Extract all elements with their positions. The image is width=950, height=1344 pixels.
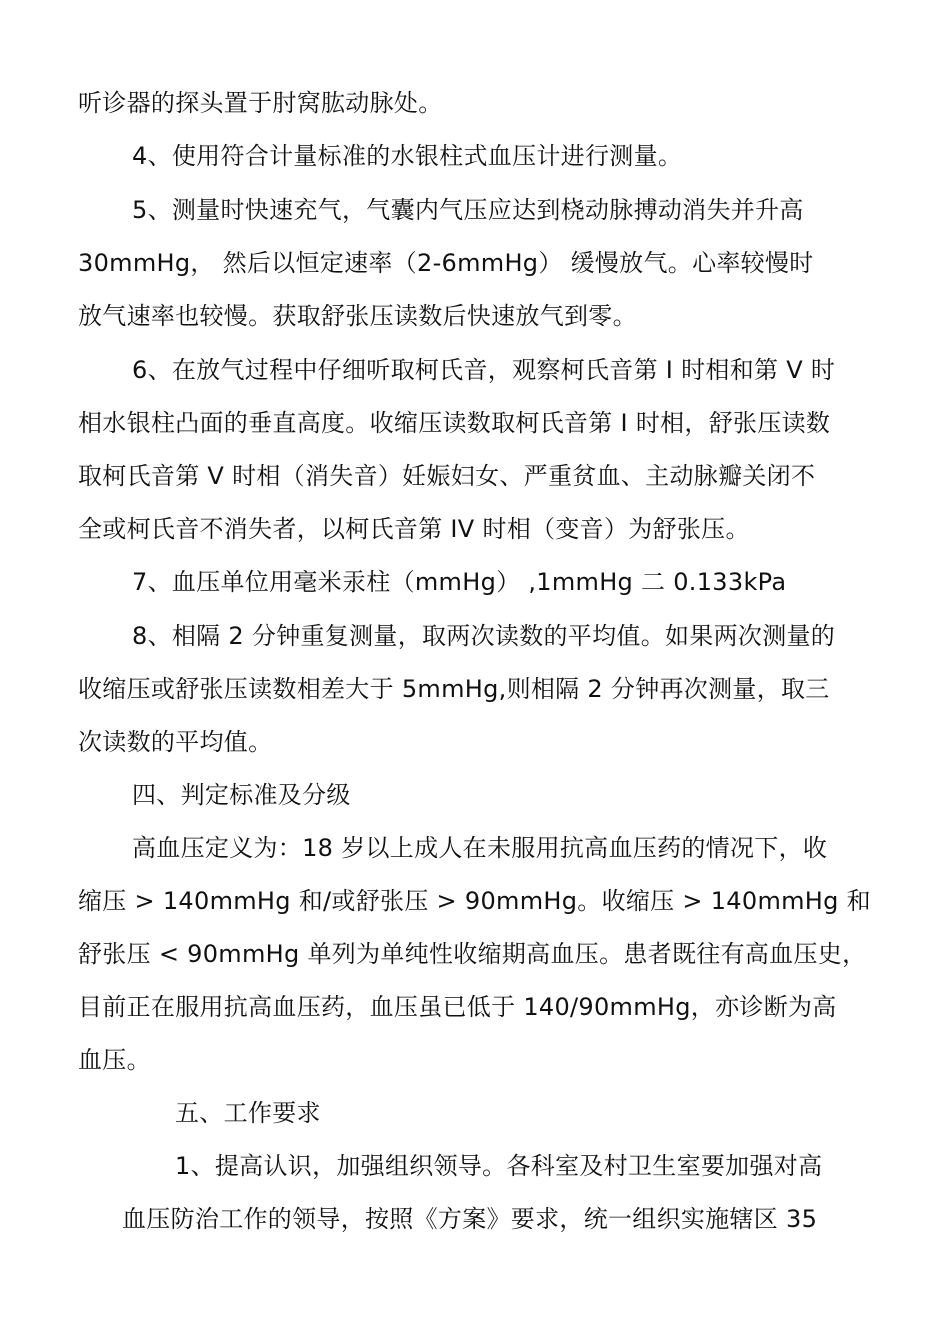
text-line: 30mmHg， 然后以恒定速率（2-6mmHg） 缓慢放气。心率较慢时 [78,249,814,277]
text-line: 4、使用符合计量标准的水银柱式血压计进行测量。 [132,142,683,170]
text-line: 血压防治工作的领导，按照《方案》要求，统一组织实施辖区 35 [122,1205,818,1233]
text-line: 收缩压或舒张压读数相差大于 5mmHg,则相隔 2 分钟再次测量，取三 [78,675,830,703]
text-line: 缩压 > 140mmHg 和/或舒张压 > 90mmHg。收缩压 > 140mmHg 和 [78,887,871,915]
text-line: 全或柯氏音不消失者，以柯氏音第 IV 时相（变音）为舒张压。 [78,515,750,543]
text-line: 目前正在服用抗高血压药，血压虽已低于 140/90mmHg，亦诊断为高 [78,993,837,1021]
text-line: 1、提高认识，加强组织领导。各科室及村卫生室要加强对高 [175,1152,823,1180]
text-line: 次读数的平均值。 [78,728,273,756]
text-line: 相水银柱凸面的垂直高度。收缩压读数取柯氏音第 I 时相，舒张压读数 [78,409,831,437]
section-heading: 五、工作要求 [175,1099,321,1127]
text-line: 5、测量时快速充气，气囊内气压应达到桡动脉搏动消失并升高 [132,196,804,224]
text-line: 听诊器的探头置于肘窝肱动脉处。 [78,89,443,117]
text-line: 6、在放气过程中仔细听取柯氏音，观察柯氏音第 I 时相和第 V 时 [132,356,836,384]
text-line: 血压。 [78,1046,151,1074]
section-heading: 四、判定标准及分级 [132,781,351,809]
text-line: 8、相隔 2 分钟重复测量，取两次读数的平均值。如果两次测量的 [132,622,836,650]
text-line: 7、血压单位用毫米汞柱（mmHg） ,1mmHg 二 0.133kPa [132,568,787,596]
text-line: 舒张压 < 90mmHg 单列为单纯性收缩期高血压。患者既往有高血压史， [78,940,867,968]
text-line: 放气速率也较慢。获取舒张压读数后快速放气到零。 [78,302,637,330]
text-line: 取柯氏音第 V 时相（消失音）妊娠妇女、严重贫血、主动脉瓣关闭不 [78,462,816,490]
text-line: 高血压定义为：18 岁以上成人在未服用抗高血压药的情况下，收 [132,834,828,862]
